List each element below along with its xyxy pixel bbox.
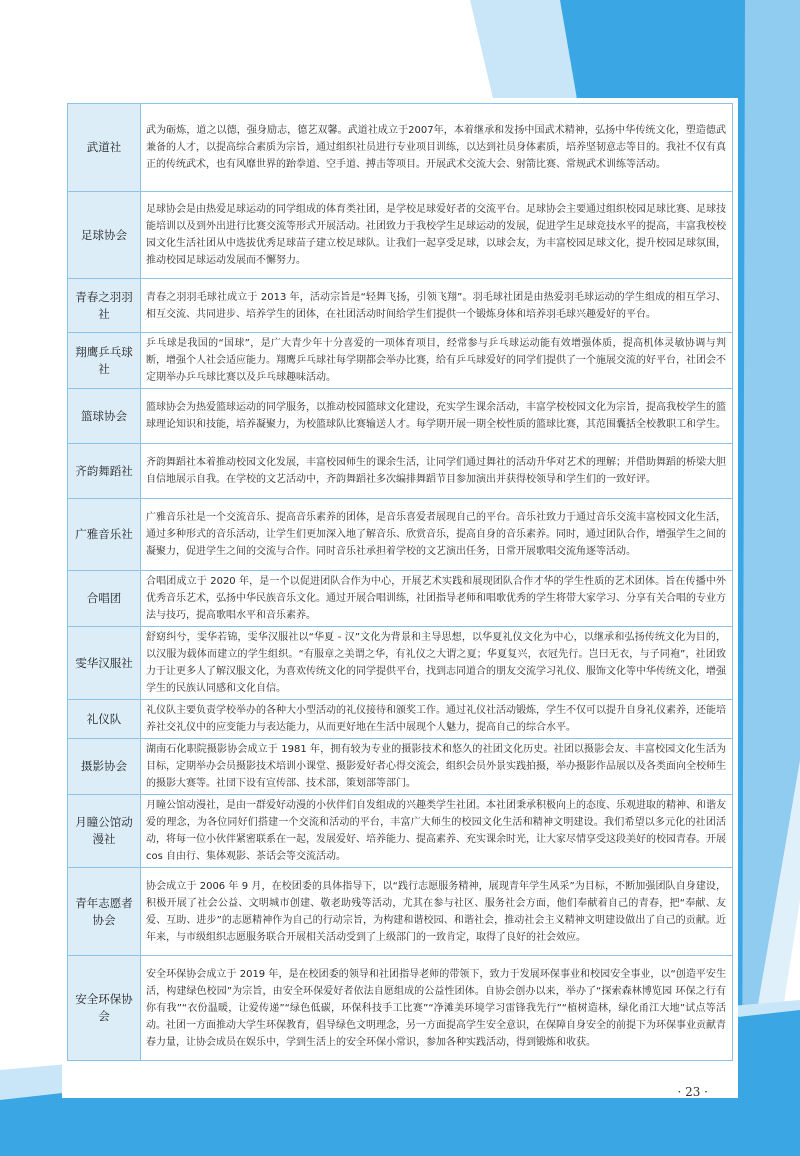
table-row (68, 279, 733, 333)
table-row (68, 499, 733, 571)
table-row (68, 956, 733, 1061)
club-description: 青春之羽羽毛球社成立于 2013 年，活动宗旨是“轻舞飞扬，引领飞翔”。羽毛球社团是由热爱羽毛球运动的学生组成的相互学习、相互交流、共同进步、培养学生的团体，在社团活动时间给学生们提供一个锻炼身体和培养羽毛球兴趣爱好的平台。 (141, 279, 733, 333)
club-name: 摄影协会 (68, 739, 141, 795)
club-description: 安全环保协会成立于 2019 年，是在校团委的领导和社团指导老师的带领下，致力于发展环保事业和校园安全事业，以“创造平安生活，构建绿色校园”为宗旨，由安全环保爱好者依法自愿组成的公益性团体。自协会创办以来，举办了“探索森林博览园 环保之行有你有我”“衣份温暖，让爱传递”“绿色低碳，环保科技手工比赛”“净滩美环境学习雷锋我先行”“植树造林，绿化甬江大地”试点等活动。社团一方面推动大学生环保教育，倡导绿色文明理念，另一方面提高学生安全意识，在保障自身安全的前提下为环保事业贡献青春力量，让协会成员在娱乐中，学到生活上的安全环保小常识，参加各种实践活动，得到锻炼和收获。 (141, 956, 733, 1061)
club-name: 青年志愿者协会 (68, 868, 141, 956)
club-table (67, 103, 733, 1061)
table-row (68, 333, 733, 389)
club-description: 乒乓球是我国的“国球”，是广大青少年十分喜爱的一项体育项目，经常参与乒乓球运动能有效增强体质，提高机体灵敏协调与判断，增强个人社会适应能力。翔鹰乒乓球社每学期都会举办比赛，给有乒乓球爱好的同学们提供了一个施展交流的好平台，社团会不定期举办乒乓球比赛以及乒乓球趣味活动。 (141, 333, 733, 389)
table-row (68, 700, 733, 739)
club-name: 合唱团 (68, 571, 141, 627)
club-description: 足球协会是由热爱足球运动的同学组成的体育类社团，是学校足球爱好者的交流平台。足球协会主要通过组织校园足球比赛、足球技能培训以及到外出进行比赛交流等形式开展活动。社团致力于我校学生足球运动的发展，促进学生足球竞技水平的提高，丰富我校校园文化生活社团从中选拔优秀足球苗子建立校足球队。让我们一起享受足球，以球会友，为丰富校园足球文化，提升校园足球氛围，推动校园足球运动发展而不懈努力。 (141, 192, 733, 279)
club-name: 广雅音乐社 (68, 499, 141, 571)
table-row (68, 192, 733, 279)
club-description: 舒窈纠兮，雯华若锦，雯华汉服社以“华夏 - 汉”文化为背景和主导思想，以华夏礼仪文化为中心，以继承和弘扬传统文化为目的，以汉服为载体而建立的学生组织。“有服章之美谓之华，有礼仪之大谓之夏；华夏复兴，衣冠先行。岂曰无衣，与子同袍”，社团致力于让更多人了解汉服文化，为喜欢传统文化的同学提供平台，找到志同道合的朋友交流学习礼仪、服饰文化等中华传统文化，增强学生的民族认同感和文化自信。 (141, 627, 733, 700)
club-description: 武为砺炼，道之以德，强身励志，德艺双馨。武道社成立于2007年，本着继承和发扬中国武术精神，弘扬中华传统文化，塑造德武兼备的人才，以提高综合素质为宗旨，通过组织社员进行专业项目训练，以达到社员身体素质，培养坚韧意志等目的。我社不仅有真正的传统武术，也有风靡世界的跆拳道、空手道、搏击等项目。开展武术交流大会、射箭比赛、常规武术训练等活动。 (141, 104, 733, 192)
club-name: 篮球协会 (68, 389, 141, 444)
club-name: 武道社 (68, 104, 141, 192)
club-name: 礼仪队 (68, 700, 141, 739)
club-name: 安全环保协会 (68, 956, 141, 1061)
club-description: 月瞳公馆动漫社，是由一群爱好动漫的小伙伴们自发组成的兴趣类学生社团。本社团秉承积极向上的态度、乐观进取的精神、和谐友爱的理念，为各位同好们搭建一个交流和活动的平台，丰富广大师生的校园文化生活和精神文明建设。我们希望以多元化的社团活动，将每一位小伙伴紧密联系在一起，发展爱好、培养能力、提高素养、充实课余时光，让大家尽情享受这段美好的校园青春。开展 cos 自由行、集体观影、茶话会等交流活动。 (141, 795, 733, 868)
table-row (68, 627, 733, 700)
club-name: 青春之羽羽社 (68, 279, 141, 333)
club-description: 湖南石化职院摄影协会成立于 1981 年，拥有较为专业的摄影技术和悠久的社团文化历史。社团以摄影会友、丰富校园文化生活为目标，定期举办会员摄影技术培训小课堂、摄影爱好者心得交流会，组织会员外景实践拍摄，举办摄影作品展以及各类面向全校师生的摄影大赛等。社団下设有宣传部、技术部，策划部等部门。 (141, 739, 733, 795)
club-description: 合唱团成立于 2020 年，是一个以促进团队合作为中心，开展艺术实践和展现团队合作才华的学生性质的艺术团体。旨在传播中外优秀音乐艺术，弘扬中华民族音乐文化。通过开展合唱训练，社团指导老师和唱歌优秀的学生将带大家学习、分享有关合唱的专业方法与技巧，提高歌唱水平和音乐素养。 (141, 571, 733, 627)
table-row (68, 104, 733, 192)
club-description: 篮球协会为热爱篮球运动的同学服务，以推动校园篮球文化建设，充实学生课余活动，丰富学校校园文化为宗旨，提高我校学生的篮球理论知识和技能，培养凝聚力，为校篮球队比赛输送人才。每学期开展一期全校性质的篮球比赛，其范围囊括全校教职工和学生。 (141, 389, 733, 444)
right-light-sliver (742, 0, 800, 1156)
club-name: 月瞳公馆动漫社 (68, 795, 141, 868)
club-description: 广雅音乐社是一个交流音乐、提高音乐素养的团体，是音乐喜爱者展现自己的平台。音乐社致力于通过音乐交流丰富校园文化生活，通过多种形式的音乐活动，让学生们更加深入地了解音乐、欣赏音乐，提高自身的音乐素养。同时，通过团队合作，增强学生之间的凝聚力，促进学生之间的交流与合作。同时音乐社承担着学校的文艺演出任务，日常开展歌唱交流角逐等活动。 (141, 499, 733, 571)
table-row (68, 571, 733, 627)
club-description: 齐韵舞蹈社本着推动校园文化发展，丰富校园师生的课余生活，让同学们通过舞社的活动升华对艺术的理解；并借助舞蹈的桥梁大胆自信地展示自我。在学校的文艺活动中，齐韵舞蹈社多次编排舞蹈节目参加演出并获得校领导和学生们的一致好评。 (141, 444, 733, 499)
table-row (68, 444, 733, 499)
club-name: 足球协会 (68, 192, 141, 279)
club-description: 礼仪队主要负责学校举办的各种大小型活动的礼仪接待和颁奖工作。通过礼仪社活动锻炼，学生不仅可以提升自身礼仪素养，还能培养社交礼仪中的应变能力与表达能力，从而更好地在生活中展现个人魅力，提高自己的综合水平。 (141, 700, 733, 739)
table-row (68, 389, 733, 444)
club-name: 翔鹰乒乓球社 (68, 333, 141, 389)
table-row (68, 795, 733, 868)
table-row (68, 739, 733, 795)
club-name: 齐韵舞蹈社 (68, 444, 141, 499)
table-row (68, 868, 733, 956)
page-number: · 23 · (677, 1085, 708, 1099)
club-description: 协会成立于 2006 年 9 月，在校团委的具体指导下，以“践行志愿服务精神，展现青年学生风采”为目标，不断加强团队自身建设，积极开展了社会公益、文明城市创建、敬老助残等活动，尤其在参与社区、服务社会方面，他们奉献着自己的青春，把“奉献、友爱、互助、进步”的志愿精神作为自己的行动宗旨，为构建和谐校园、和谐社会，推动社会主义精神文明建设做出了自己的贡献。近年来，与市级组织志愿服务联合开展相关活动受到了上级部门的一致肯定，取得了良好的社会效应。 (141, 868, 733, 956)
club-name: 雯华汉服社 (68, 627, 141, 700)
